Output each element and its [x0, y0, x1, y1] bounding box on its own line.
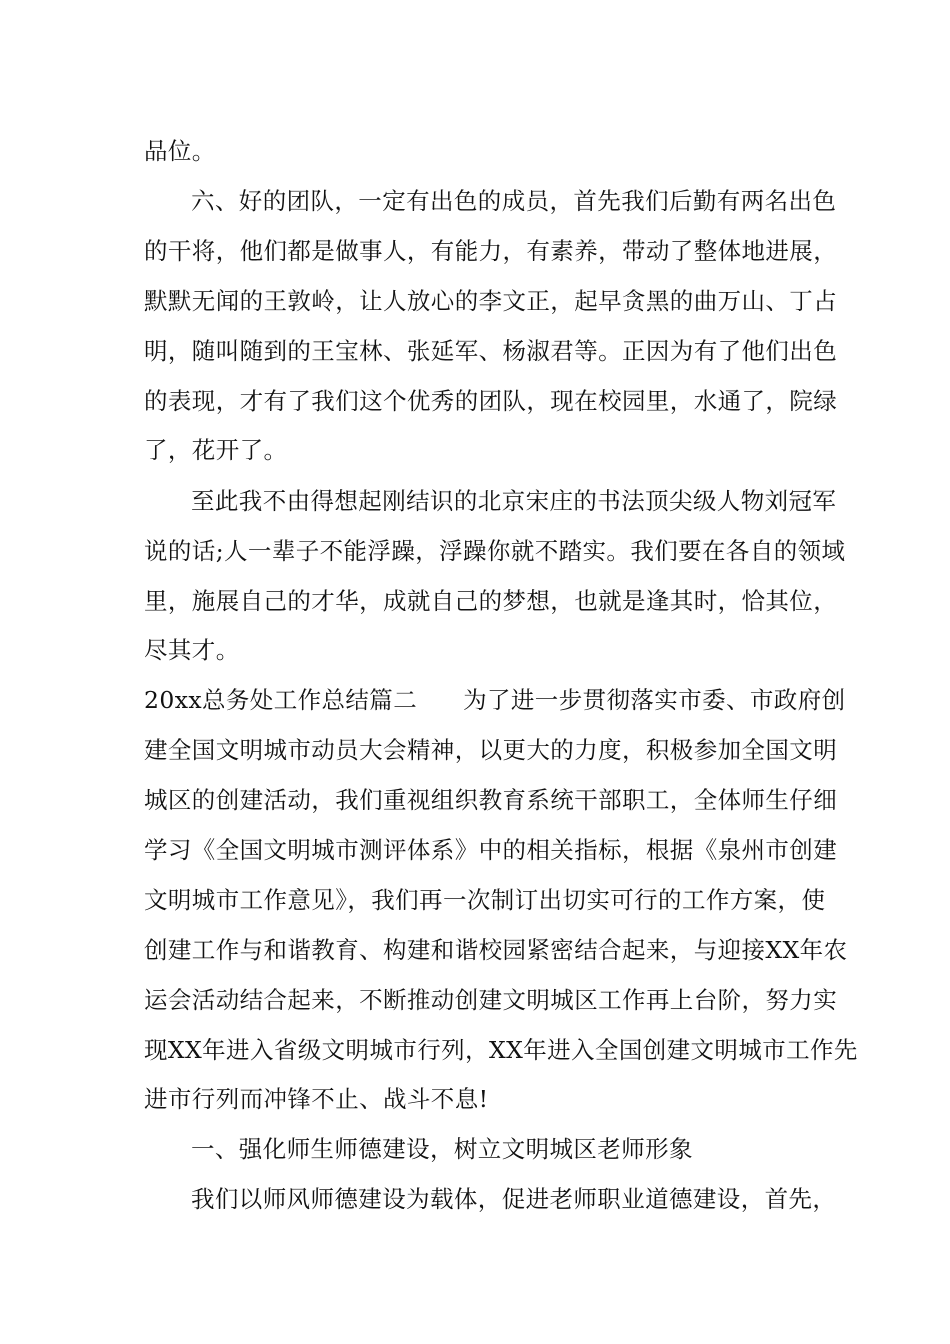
section-heading: 20xx总务处工作总结篇二 — [144, 686, 418, 714]
text-line: 文明城市工作意见》，我们再一次制订出切实可行的工作方案，使 — [144, 886, 826, 914]
text-line: 的表现，才有了我们这个优秀的团队，现在校园里，水通了，院绿 — [144, 387, 838, 415]
text-line: 建全国文明城市动员大会精神，以更大的力度，积极参加全国文明 — [144, 736, 838, 764]
section-line — [144, 682, 846, 718]
text-line: 现XX年进入省级文明城市行列，XX年进入全国创建文明城市工作先 — [144, 1036, 858, 1064]
text-line: 学习《全国文明城市测评体系》中的相关指标，根据《泉州市创建 — [144, 836, 838, 864]
text-line: 六、好的团队，一定有出色的成员，首先我们后勤有两名出色 — [191, 187, 837, 215]
text-line: 的干将，他们都是做事人，有能力，有素养，带动了整体地进展， — [144, 237, 838, 265]
text-line: 尽其才。 — [144, 636, 240, 664]
text-line: 明，随叫随到的王宝林、张延军、杨淑君等。正因为有了他们出色 — [144, 337, 838, 365]
text-line: 至此我不由得想起刚结识的北京宋庄的书法顶尖级人物刘冠军 — [191, 487, 837, 515]
text-line: 说的话;人一辈子不能浮躁，浮躁你就不踏实。我们要在各自的领域 — [144, 537, 846, 565]
text-line: 默默无闻的王敦岭，让人放心的李文正，起早贪黑的曲万山、丁占 — [144, 287, 838, 315]
text-line: 创建工作与和谐教育、构建和谐校园紧密结合起来，与迎接XX年农 — [144, 936, 848, 964]
text-line: 品位。 — [144, 137, 216, 165]
text-line: 一、强化师生师德建设，树立文明城区老师形象 — [191, 1135, 693, 1163]
text-line: 我们以师风师德建设为载体，促进老师职业道德建设，首先， — [191, 1185, 837, 1213]
text-line: 城区的创建活动，我们重视组织教育系统干部职工，全体师生仔细 — [144, 786, 838, 814]
text-line: 进市行列而冲锋不止、战斗不息! — [144, 1085, 489, 1113]
text-line: 了，花开了。 — [144, 436, 288, 464]
text-line: 里，施展自己的才华，成就自己的梦想，也就是逢其时，恰其位， — [144, 587, 838, 615]
text-line: 为了进一步贯彻落实市委、市政府创 — [463, 686, 846, 714]
text-line: 运会活动结合起来，不断推动创建文明城区工作再上台阶，努力实 — [144, 986, 838, 1014]
